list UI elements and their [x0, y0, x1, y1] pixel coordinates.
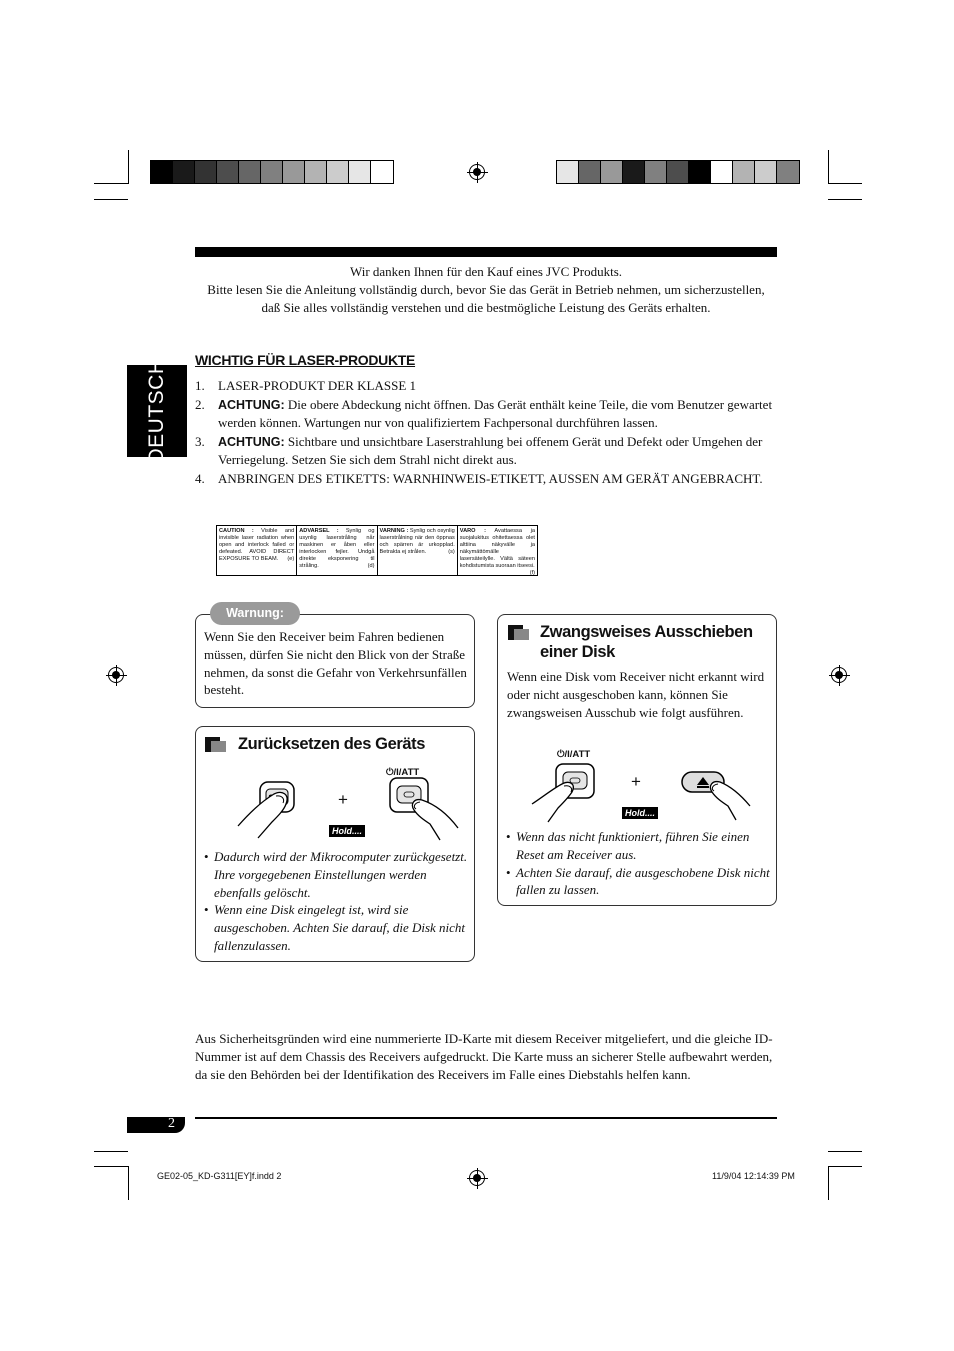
- reset-title: Zurücksetzen des Geräts: [238, 735, 426, 753]
- intro-line-2: Bitte lesen Sie die Anleitung vollständig durch, bevor Sie das Gerät in Betrieb nehmen, um sicherzustellen, daß Sie alles vollständig verstehen und die bestmögliche Leistung des Geräts erhalten.: [207, 282, 765, 315]
- registration-mark-bottom: [469, 1170, 485, 1186]
- laser-heading: WICHTIG FÜR LASER-PRODUKTE: [195, 352, 416, 368]
- color-swatch: [667, 161, 689, 183]
- color-swatch: [261, 161, 283, 183]
- registration-mark-right: [831, 667, 847, 683]
- language-tab-label: DEUTSCH: [145, 358, 168, 464]
- color-swatch: [217, 161, 239, 183]
- color-swatch: [711, 161, 733, 183]
- eject-text: Wenn eine Disk vom Receiver nicht erkannt wird oder nicht ausgeschoben kann, können Sie zwangsweisen Ausschub wie folgt ausführen.: [507, 669, 765, 720]
- color-bar-right: [556, 160, 800, 184]
- list-item: • Achten Sie darauf, die ausgeschobene Disk nicht fallen zu lassen.: [506, 864, 770, 900]
- color-swatch: [151, 161, 173, 183]
- color-swatch: [755, 161, 777, 183]
- registration-mark-left: [108, 667, 124, 683]
- warning-text: Wenn Sie den Receiver beim Fahren bedienen müssen, dürfen Sie nicht den Blick von der Straße nehmen, da sonst die Gefahr von Verkehrsunfällen besteht.: [204, 629, 467, 698]
- reset-att-label: ⏻/I/ATT: [386, 767, 420, 778]
- color-swatch: [601, 161, 623, 183]
- color-swatch: [645, 161, 667, 183]
- color-swatch: [327, 161, 349, 183]
- eject-hold-tag: Hold....: [622, 807, 658, 819]
- att-button-illustration: [532, 764, 594, 822]
- eject-att-label: ⏻/I/ATT: [557, 749, 591, 760]
- list-item: 3. ACHTUNG: Sichtbare und unsichtbare Laserstrahlung bei offenem Gerät und Defekt oder Umgehen der Verriegelung. Setzen Sie sich dem Strahl nicht direkt aus.: [195, 433, 763, 467]
- att-button-illustration: [390, 778, 458, 840]
- laser-warning-label: [216, 525, 538, 576]
- reset-hold-tag: Hold....: [329, 825, 365, 837]
- list-item: • Dadurch wird der Mikrocomputer zurückgesetzt. Ihre vorgegebenen Einstellungen werden ebenfalls gelöscht.: [204, 848, 468, 901]
- caution-label: ACHTUNG:: [218, 397, 285, 412]
- list-item: 2. ACHTUNG: Die obere Abdeckung nicht öffnen. Das Gerät enthält keine Teile, die vom Benutzer gewartet werden können. Wartungen nur von qualifiziertem Fachpersonal durchführen lassen.: [195, 396, 773, 430]
- eject-title: Zwangsweises Ausschieben einer Disk: [540, 623, 753, 661]
- intro-line-1: Wir danken Ihnen für den Kauf eines JVC Produkts.: [349, 264, 623, 279]
- footer-timestamp: 11/9/04 12:14:39 PM: [712, 1171, 795, 1181]
- footer-rule: [195, 1117, 777, 1119]
- label-cell-english: CAUTION : Visible and invisible laser radiation when open and interlock failed or defeated. AVOID DIRECT EXPOSURE TO BEAM. (e): [217, 526, 297, 575]
- sel-button-illustration: [238, 782, 294, 838]
- registration-mark-top: [469, 164, 485, 180]
- color-swatch: [349, 161, 371, 183]
- page-number-tab: [127, 1117, 185, 1133]
- reset-plus-sign: +: [338, 790, 348, 809]
- eject-button-illustration: [682, 772, 750, 820]
- section-icon: [508, 625, 529, 640]
- color-swatch: [579, 161, 601, 183]
- list-item: 1. LASER-PRODUKT DER KLASSE 1: [195, 378, 417, 393]
- id-card-notice: Aus Sicherheitsgründen wird eine nummerierte ID-Karte mit diesem Receiver mitgeliefert, und die gleiche ID-Nummer ist auf dem Chassis des Receivers aufgedruckt. Die Karte muss an sicherer Stelle aufbewahrt werden, da sie den Behörden bei der Identifikation des Receivers im Falle eines Diebstahls helfen kann.: [195, 1031, 773, 1082]
- color-swatch: [623, 161, 645, 183]
- language-tab: [127, 358, 187, 464]
- footer-file-name: GE02-05_KD-G311[EY]f.indd 2: [157, 1171, 282, 1181]
- label-cell-danish: ADVARSEL : Synlig og usynlig laserstråling når maskinen er åben eller interlocken fejler. Undgå direkte eksponering til stråling. (d): [297, 526, 377, 575]
- color-swatch: [777, 161, 799, 183]
- section-icon: [205, 737, 226, 752]
- intro-text: [200, 263, 772, 317]
- color-swatch: [283, 161, 305, 183]
- page-number: 2: [168, 1116, 175, 1131]
- eject-bullets: [506, 828, 770, 899]
- color-swatch: [173, 161, 195, 183]
- color-swatch: [733, 161, 755, 183]
- eject-plus-sign: +: [631, 772, 641, 791]
- color-swatch: [557, 161, 579, 183]
- header-bar: [195, 247, 777, 257]
- list-item: • Wenn das nicht funktioniert, führen Sie einen Reset am Receiver aus.: [506, 828, 770, 864]
- warning-badge: Warnung:: [210, 602, 300, 625]
- laser-list: [195, 377, 777, 488]
- color-swatch: [305, 161, 327, 183]
- caution-label: ACHTUNG:: [218, 434, 285, 449]
- list-item: • Wenn eine Disk eingelegt ist, wird sie ausgeschoben. Achten Sie darauf, die Disk nicht fallenzulassen.: [204, 901, 468, 954]
- color-swatch: [371, 161, 393, 183]
- list-item: 4. ANBRINGEN DES ETIKETTS: WARNHINWEIS-ETIKETT, AUSSEN AM GERÄT ANGEBRACHT.: [195, 470, 763, 486]
- color-swatch: [195, 161, 217, 183]
- color-swatch: [689, 161, 711, 183]
- reset-bullets: [204, 848, 468, 955]
- color-swatch: [239, 161, 261, 183]
- label-cell-swedish: VARNING : Synlig och osynlig laserstrålning när den öppnas och spärren är urkopplad. Betrakta ej strålen. (s): [378, 526, 458, 575]
- label-cell-finnish: VARO : Avattaessa ja suojalukitus ohitettaessa olet alttiina näkyvälle ja näkymättömälle lasersäteilylle. Vältä säteen kohdistumista suoraan itseesi. (f): [459, 528, 535, 575]
- color-bar-left: [150, 160, 394, 184]
